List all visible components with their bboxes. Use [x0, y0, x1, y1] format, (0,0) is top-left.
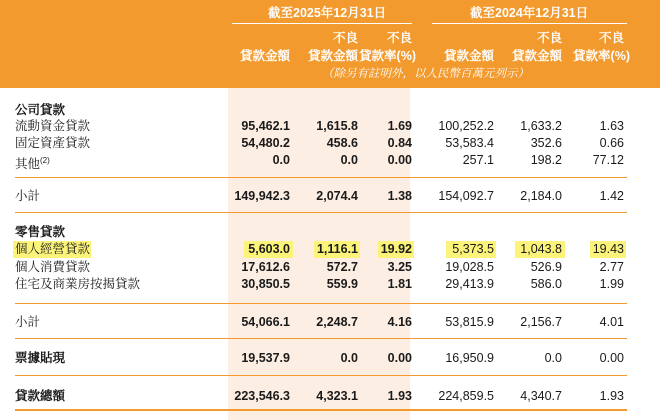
cell: 53,815.9: [445, 315, 494, 329]
cell: 223,546.3: [234, 389, 290, 403]
table-row: [0, 276, 660, 293]
row-label: 個人經營貸款: [15, 242, 91, 256]
cell: 2,156.7: [520, 315, 562, 329]
cell: 29,413.9: [445, 277, 494, 291]
cell: 572.7: [326, 260, 358, 274]
cell: 1.42: [599, 189, 624, 203]
cell: 54,480.2: [241, 136, 290, 150]
cell: 0.00: [599, 351, 624, 365]
col-npl-top-2024: 不良: [536, 31, 562, 45]
unit-note: （除另有註明外，以人民幣百萬元列示）: [322, 68, 529, 80]
col-ratio-top-2025: 不良: [386, 31, 412, 45]
cell: 149,942.3: [234, 189, 290, 203]
cell: 154,092.7: [438, 189, 494, 203]
cell: 352.6: [530, 136, 562, 150]
cell: 198.2: [530, 153, 562, 167]
cell: 586.0: [530, 277, 562, 291]
cell: 0.0: [272, 153, 290, 167]
row-label: 其他$^{(2)}$: [15, 156, 50, 172]
cell: 0.00: [387, 153, 412, 167]
divider: [15, 375, 627, 376]
row-label: 小計: [15, 189, 41, 203]
cell: 1.63: [599, 119, 624, 133]
divider: [15, 212, 627, 213]
cell: 224,859.5: [438, 389, 494, 403]
table-row: [0, 152, 660, 172]
cell: 3.25: [387, 260, 412, 274]
table-row: [0, 350, 660, 367]
footnote-ref: (2): [40, 156, 50, 165]
table-row-subtotal: [0, 314, 660, 331]
cell: 1,633.2: [520, 119, 562, 133]
col-npl-bottom-2025: 貸款金額: [307, 49, 358, 63]
section-corporate: 公司貸款: [15, 103, 66, 117]
row-label: 個人消費貸款: [15, 260, 91, 274]
col-npl-top-2025: 不良: [332, 31, 358, 45]
period-2024: 截至2024年12月31日: [470, 6, 589, 20]
table-row: [0, 259, 660, 276]
divider: [15, 409, 627, 411]
cell: 16,950.9: [445, 351, 494, 365]
table-row: [0, 118, 660, 135]
col-ratio-bottom-2024: 貸款率(%): [573, 49, 630, 63]
cell: 0.00: [387, 351, 412, 365]
cell: 53,583.4: [445, 136, 494, 150]
cell: 257.1: [462, 153, 494, 167]
cell: 0.0: [340, 351, 358, 365]
cell: 458.6: [326, 136, 358, 150]
cell: 2.77: [599, 260, 624, 274]
table-row: [0, 135, 660, 152]
cell: 1,615.8: [316, 119, 358, 133]
row-label: 住宅及商業房按揭貸款: [15, 277, 141, 291]
cell: 5,373.5: [452, 242, 494, 256]
col-ratio-top-2024: 不良: [598, 31, 624, 45]
table-row-highlighted: [0, 241, 660, 258]
cell: 77.12: [592, 153, 624, 167]
period-2025: 截至2025年12月31日: [268, 6, 387, 20]
section-retail: 零售貸款: [15, 225, 66, 239]
cell: 0.84: [387, 136, 412, 150]
cell: 4,340.7: [520, 389, 562, 403]
cell: 19.43: [592, 242, 624, 256]
row-label: 貸款總額: [15, 389, 66, 403]
cell: 1,116.1: [316, 242, 358, 256]
col-loan-amount-2025: 貸款金額: [239, 49, 290, 63]
table-row-subtotal: [0, 188, 660, 205]
cell: 5,603.0: [248, 242, 290, 256]
cell: 19.92: [380, 242, 412, 256]
cell: 100,252.2: [438, 119, 494, 133]
cell: 30,850.5: [241, 277, 290, 291]
table-row-total: [0, 388, 660, 405]
cell: 1.93: [387, 389, 412, 403]
row-label: 票據貼現: [15, 351, 66, 365]
cell: 4.01: [599, 315, 624, 329]
cell: 526.9: [530, 260, 562, 274]
cell: 1.99: [599, 277, 624, 291]
col-loan-amount-2024: 貸款金額: [443, 49, 494, 63]
divider: [15, 303, 627, 304]
cell: 559.9: [326, 277, 358, 291]
cell: 1.69: [387, 119, 412, 133]
row-label: 固定資產貸款: [15, 136, 91, 150]
cell: 19,537.9: [241, 351, 290, 365]
cell: 1.38: [387, 189, 412, 203]
row-label: 流動資金貸款: [15, 119, 91, 133]
table-header: [0, 0, 660, 88]
cell: 2,248.7: [316, 315, 358, 329]
cell: 2,184.0: [520, 189, 562, 203]
col-ratio-bottom-2025: 貸款率(%): [359, 49, 416, 63]
header-divider-2024: [432, 23, 627, 24]
divider: [15, 338, 627, 339]
cell: 17,612.6: [241, 260, 290, 274]
header-divider-2025: [232, 23, 412, 24]
col-npl-bottom-2024: 貸款金額: [511, 49, 562, 63]
cell: 54,066.1: [241, 315, 290, 329]
cell: 95,462.1: [241, 119, 290, 133]
cell: 1.93: [599, 389, 624, 403]
cell: 2,074.4: [316, 189, 358, 203]
cell: 4.16: [387, 315, 412, 329]
cell: 0.66: [599, 136, 624, 150]
cell: 0.0: [544, 351, 562, 365]
cell: 0.0: [340, 153, 358, 167]
divider: [15, 177, 627, 178]
cell: 1,043.8: [520, 242, 562, 256]
cell: 19,028.5: [445, 260, 494, 274]
cell: 4,323.1: [316, 389, 358, 403]
cell: 1.81: [387, 277, 412, 291]
row-label: 小計: [15, 315, 41, 329]
